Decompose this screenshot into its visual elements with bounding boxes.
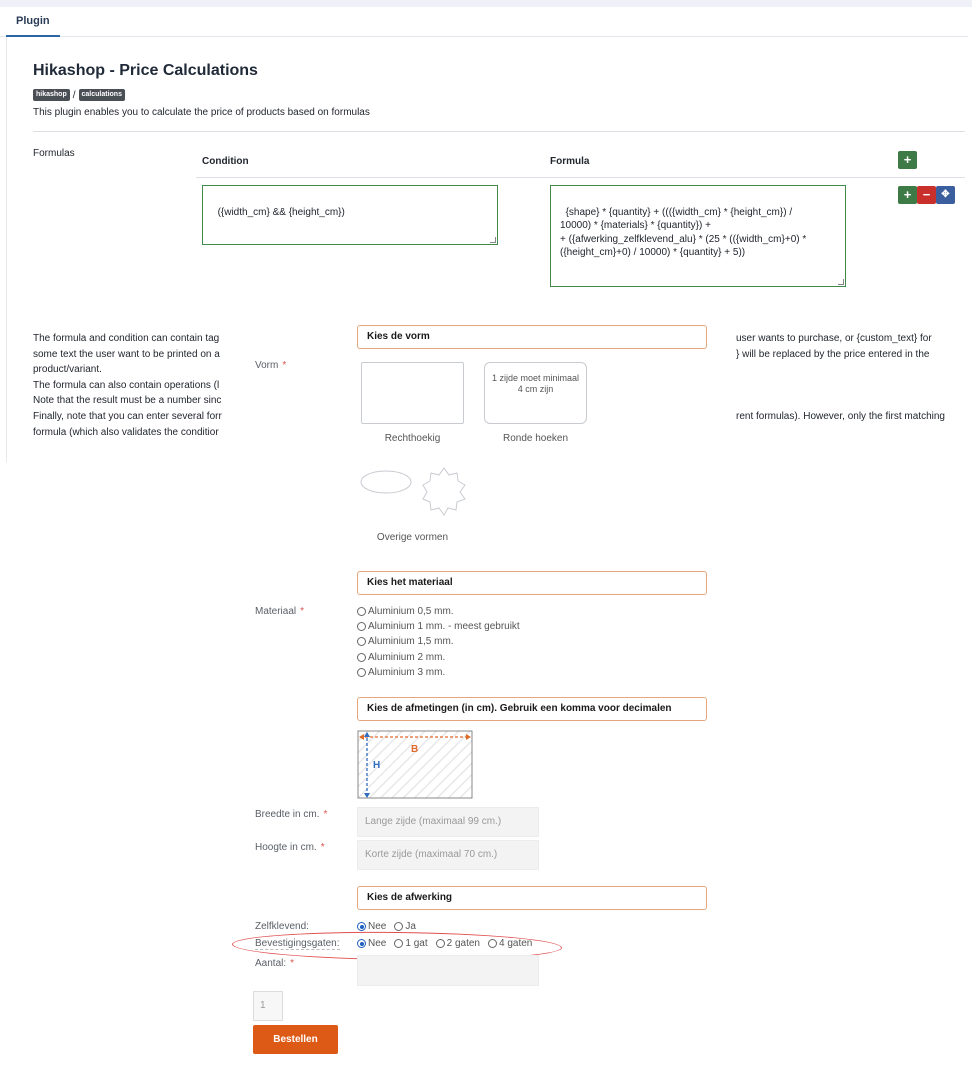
material-option[interactable]: Aluminium 2 mm. [357,652,445,663]
adhesive-options: Nee Ja [357,921,416,932]
section-material: Kies het materiaal [357,571,707,595]
holes-options: Nee 1 gat 2 gaten 4 gaten [357,938,532,949]
radio-icon [357,607,366,616]
radio-icon[interactable] [394,922,403,931]
condition-textarea[interactable] [202,185,498,245]
divider [33,131,965,132]
height-input[interactable]: Korte zijde (maximaal 70 cm.) [357,840,539,870]
header-divider [196,177,965,178]
plus-icon: + [903,152,912,167]
move-icon: ✥ [941,189,950,200]
top-strip [0,0,972,7]
formula-textarea[interactable] [550,185,846,287]
section-finish: Kies de afwerking [357,886,707,910]
resize-handle[interactable] [838,279,844,285]
material-option[interactable]: Aluminium 3 mm. [357,667,445,678]
height-letter: H [373,760,381,771]
remove-row-button[interactable] [917,186,936,204]
condition-header: Condition [202,156,249,167]
radio-icon [357,653,366,662]
formula-text: {shape} * {quantity} + ((({width_cm} * {height_cm}) / 10000) * {materials} * {quantity}) + + ({afwerking_zelfklevend_alu} * (25 * (({width_cm}+0) * ({height_cm}+0) / 10000) * {quantity} + 5)) [560,206,807,258]
adhesive-label: Zelfklevend: [255,921,309,932]
shape-rounded-caption: Ronde hoeken [502,433,569,444]
shape-other-option[interactable] [358,466,468,516]
help-text-left: The formula and condition can contain tag some text the user want to be printed on a product/variant. The formula can also contain operations (l Note that the result must be a number sinc Finally, note that you can enter several forr formula (which also validates the conditior [33,333,222,438]
breadcrumb-badge-calculations: calculations [79,89,125,101]
dimensions-diagram [357,730,475,800]
shape-rect-option[interactable] [361,362,464,424]
material-option[interactable]: Aluminium 1 mm. - meest gebruikt [357,621,520,632]
minus-icon: − [922,187,931,202]
resize-handle[interactable] [490,237,496,243]
material-option[interactable]: Aluminium 0,5 mm. [357,606,454,617]
page-title: Hikashop - Price Calculations [33,62,258,79]
quantity-label: Aantal: * [255,958,295,969]
quantity-field-bg [357,955,539,986]
plus-icon: + [903,187,912,202]
material-label: Materiaal * [255,606,305,617]
radio-icon [357,668,366,677]
radio-icon [357,637,366,646]
width-label: Breedte in cm. * [255,809,328,820]
radio-icon[interactable] [357,922,366,931]
star-shape-icon [423,468,465,515]
condition-text: ({width_cm} && {height_cm}) [217,206,345,218]
height-label: Hoogte in cm. * [255,842,325,853]
shape-rect-caption: Rechthoekig [384,433,441,444]
shape-rounded-note: 1 zijde moet minimaal 4 cm zijn [491,373,580,394]
material-option[interactable]: Aluminium 1,5 mm. [357,636,454,647]
add-row-button[interactable] [898,186,917,204]
width-letter: B [411,744,419,755]
help-text-right: user wants to purchase, or {custom_text} for } will be replaced by the price entered in the rent formulas). However, only the first matching [736,333,945,422]
breadcrumb-badge-hikashop: hikashop [33,89,70,101]
oval-shape-icon [361,471,411,493]
breadcrumb [33,89,125,101]
section-shape: Kies de vorm [357,325,707,349]
add-row-button[interactable] [898,151,917,169]
move-row-button[interactable] [936,186,955,204]
shape-other-caption: Overige vormen [376,532,449,543]
section-dimensions: Kies de afmetingen (in cm). Gebruik een komma voor decimalen [357,697,707,721]
formulas-label: Formulas [33,148,75,159]
width-input[interactable]: Lange zijde (maximaal 99 cm.) [357,807,539,837]
tab-plugin[interactable]: Plugin [6,7,60,37]
plugin-description: This plugin enables you to calculate the price of products based on formulas [33,107,370,118]
quantity-input[interactable]: 1 [253,991,283,1021]
order-button[interactable]: Bestellen [253,1025,338,1054]
shape-label: Vorm * [255,360,287,371]
breadcrumb-separator: / [72,89,76,101]
radio-icon [357,622,366,631]
shape-rounded-option[interactable] [484,362,587,424]
holes-label: Bevestigingsgaten: [255,938,340,949]
tab-bar [0,7,968,37]
formula-header: Formula [550,156,590,167]
